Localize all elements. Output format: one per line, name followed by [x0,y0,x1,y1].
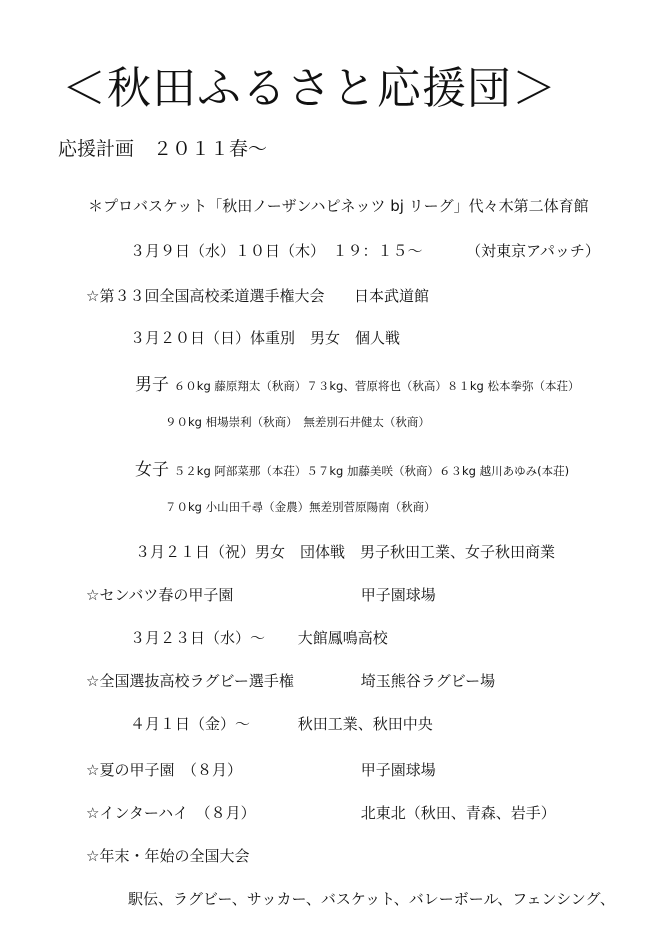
page-title: ＜秋田ふるさと応援団＞ [62,63,557,114]
event-line-summer-koshien [86,759,436,780]
roster-women-2: ７０kg 小山田千尋（金農）無差別菅原陽南（秋商） [165,500,436,514]
date-line-rugby [130,713,433,734]
team-rugby: 秋田工業、秋田中央 [297,715,433,733]
roster-men-2: ９０kg 相場崇利（秋商） 無差別石井健太（秋商） [165,415,430,429]
date-senbatsu: ３月２３日（水）～ [130,629,266,647]
date-line-basketball [130,240,600,261]
team-senbatsu: 大館鳳鳴高校 [297,629,388,647]
venue-senbatsu: 甲子園球場 [360,586,436,604]
venue-rugby: 埼玉熊谷ラグビー場 [360,672,496,690]
men-label: 男子 [135,375,169,395]
event-summer-koshien: ☆夏の甲子園 （８月） [86,761,242,779]
venue-interhigh: 北東北（秋田、青森、岩手） [360,804,556,822]
event-line-judo [86,285,429,306]
roster-women-1 [135,455,569,480]
event-line-basketball: ＊プロバスケット「秋田ノーザンハピネッツ bj リーグ」代々木第二体育館 [88,197,589,215]
event-line-senbatsu [86,584,436,605]
men-roster-text: ６０kg 藤原翔太（秋商）７３kg、菅原将也（秋高）８１kg 松本拳弥（本荘） [173,379,580,393]
women-label: 女子 [135,460,169,480]
event-line-year-end: ☆年末・年始の全国大会 [86,847,250,865]
event-rugby: ☆全国選抜高校ラグビー選手権 [86,672,294,690]
event-judo: ☆第３３回全国高校柔道選手権大会 [86,287,325,305]
date-line-judo-individual: ３月２０日（日）体重別 男女 個人戦 [130,329,401,347]
roster-men-1 [135,370,579,395]
venue-judo: 日本武道館 [354,287,430,305]
date-line-judo-team: ３月２１日（祝）男女 団体戦 男子秋田工業、女子秋田商業 [135,543,556,561]
women-roster-text: ５２kg 阿部菜那（本荘）５７kg 加藤美咲（秋商）６３kg 越川あゆみ(本荘) [173,464,570,478]
date-rugby: ４月１日（金）～ [130,715,251,733]
event-interhigh: ☆インターハイ （８月） [86,804,256,822]
opponent-basketball: （対東京アパッチ） [466,242,600,260]
event-senbatsu: ☆センバツ春の甲子園 [86,586,234,604]
sports-list: 駅伝、ラグビー、サッカー、バスケット、バレーボール、フェンシング、 [128,890,615,908]
plan-subtitle: 応援計画 ２０１１春～ [58,138,268,160]
date-line-senbatsu [130,627,388,648]
venue-summer-koshien: 甲子園球場 [360,761,436,779]
date-basketball: ３月９日（水）１０日（木） １９：１５～ [130,242,423,260]
event-line-interhigh [86,802,556,823]
event-line-rugby [86,670,495,691]
